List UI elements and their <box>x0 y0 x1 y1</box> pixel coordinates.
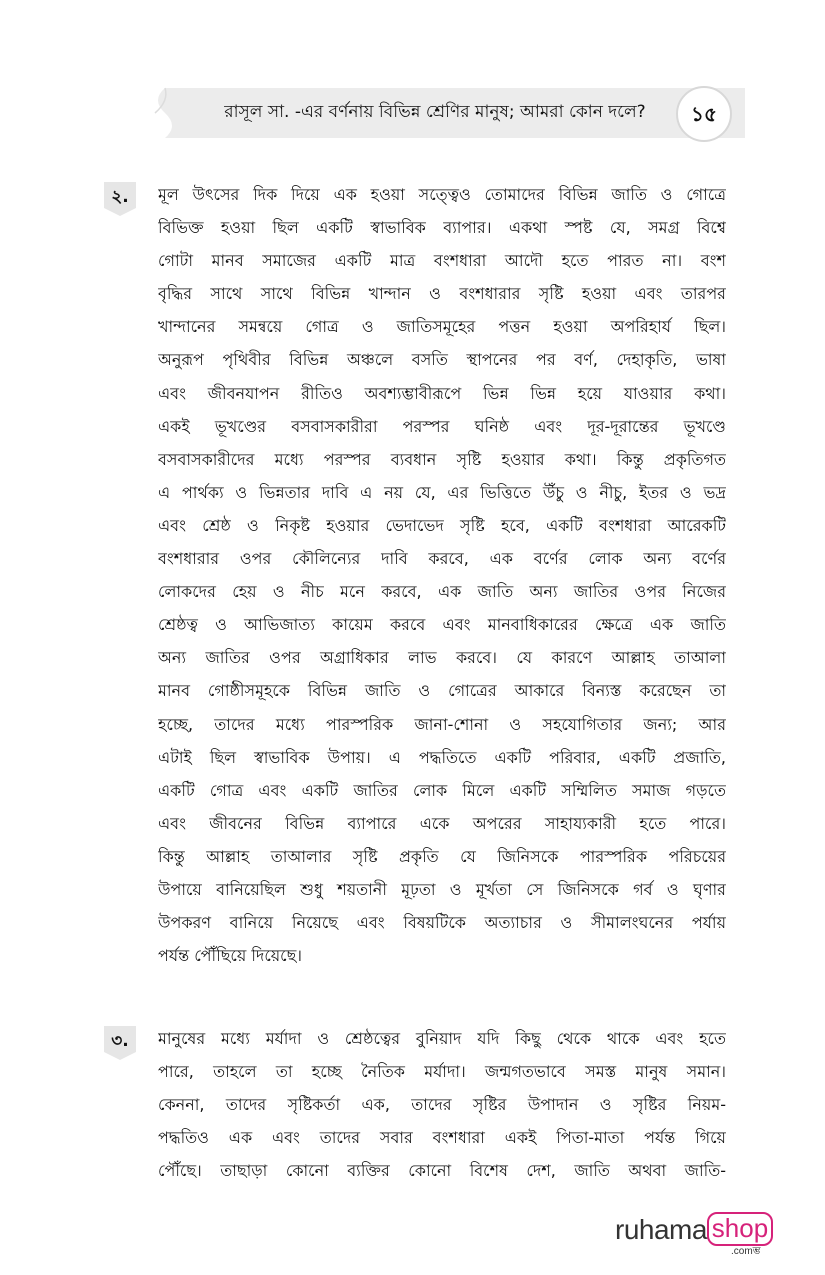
text-line: বৃদ্ধির সাথে সাথে বিভিন্ন খান্দান ও বংশধারার সৃষ্টি হওয়া এবং তারপর <box>158 284 726 304</box>
text-line: হচ্ছে, তাদের মধ্যে পারস্পরিক জানা-শোনা ও সহযোগিতার জন্য; আর <box>158 714 726 734</box>
text-line: পর্যন্ত পৌঁছিয়ে দিয়েছে। <box>158 946 303 966</box>
item-number: ২. <box>111 187 129 207</box>
text-line: শ্রেষ্ঠত্ব ও আভিজাত্য কায়েম করবে এবং মানবাধিকারের ক্ষেত্রে এক জাতি <box>158 615 726 635</box>
text-line: এবং শ্রেষ্ঠ ও নিকৃষ্ট হওয়ার ভেদাভেদ সৃষ্টি হবে, একটি বংশধারা আরেকটি <box>158 515 726 535</box>
text-line: লোকদের হেয় ও নীচ মনে করবে, এক জাতি অন্য জাতির ওপর নিজের <box>158 582 726 602</box>
text-line: অনুরূপ পৃথিবীর বিভিন্ন অঞ্চলে বসতি স্থাপনের পর বর্ণ, দেহাকৃতি, ভাষা <box>158 350 726 370</box>
text-line: উপকরণ বানিয়ে নিয়েছে এবং বিষয়টিকে অত্যাচার ও সীমালংঘনের পর্যায় <box>158 913 726 933</box>
item-number: ৩. <box>111 1031 129 1051</box>
text-line: মূল উৎসের দিক দিয়ে এক হওয়া সত্ত্বেও তোমাদের বিভিন্ন জাতি ও গোত্রে <box>158 185 726 204</box>
logo-shop-badge: shop <box>707 1212 773 1246</box>
logo-brand-text: ruhama <box>615 1214 707 1245</box>
text-line: এবং জীবনের বিভিন্ন ব্যাপারে একে অপরের সাহায্যকারী হতে পারে। <box>158 813 726 833</box>
text-line: পারে, তাহলে তা হচ্ছে নৈতিক মর্যাদা। জন্মগতভাবে সমস্ত মানুষ সমান। <box>158 1062 726 1082</box>
text-line: খান্দানের সমন্বয়ে গোত্র ও জাতিসমূহের পত্তন হওয়া অপরিহার্য ছিল। <box>158 317 726 337</box>
text-line: বংশধারার ওপর কৌলিন্যের দাবি করবে, এক বর্ণের লোক অন্য বর্ণের <box>158 549 726 569</box>
running-title: রাসূল সা. -এর বর্ণনায় বিভিন্ন শ্রেণির মানুষ; আমরা কোন দলে? <box>224 102 646 122</box>
text-line: অন্য জাতির ওপর অগ্রাধিকার লাভ করবে। যে কারণে আল্লাহ তাআলা <box>158 648 726 668</box>
text-line: কিন্তু আল্লাহ তাআলার সৃষ্টি প্রকৃতি যে জিনিসকে পারস্পরিক পরিচয়ের <box>158 846 726 866</box>
text-line: মানব গোষ্ঠীসমূহকে বিভিন্ন জাতি ও গোত্রের আকারে বিন্যস্ত করেছেন তা <box>158 681 726 701</box>
paragraph <box>158 1022 726 1187</box>
text-line: একই ভূখণ্ডের বসবাসকারীরা পরস্পর ঘনিষ্ঠ এবং দূর-দূরান্তের ভূখণ্ডে <box>158 416 726 436</box>
text-line: পৌঁছে। তাছাড়া কোনো ব্যক্তির কোনো বিশেষ দেশ, জাতি অথবা জাতি- <box>158 1161 726 1181</box>
text-line: এটাই ছিল স্বাভাবিক উপায়। এ পদ্ধতিতে একটি পরিবার, একটি প্রজাতি, <box>158 747 726 767</box>
text-line: এ পার্থক্য ও ভিন্নতার দাবি এ নয় যে, এর ভিত্তিতে উঁচু ও নীচু, ইতর ও ভদ্র <box>158 482 726 502</box>
text-line: উপায়ে বানিয়েছিল শুধু শয়তানী মূঢ়তা ও মূর্খতা সে জিনিসকে গর্ব ও ঘৃণার <box>158 879 726 899</box>
item-number-badge <box>100 1022 140 1062</box>
text-line: বসবাসকারীদের মধ্যে পরস্পর ব্যবধান সৃষ্টি হওয়ার কথা। কিন্তু প্রকৃতিগত <box>158 449 726 469</box>
logo-suffix: .comম্ভ <box>731 1246 761 1257</box>
text-line: গোটা মানব সমাজের একটি মাত্র বংশধারা আদৌ হতে পারত না। বংশ <box>158 251 726 271</box>
text-line: বিভিক্ত হওয়া ছিল একটি স্বাভাবিক ব্যাপার। একথা স্পষ্ট যে, সমগ্র বিশ্বে <box>158 218 726 238</box>
item-number-badge <box>100 178 140 218</box>
ruhamashop-logo <box>615 1212 775 1258</box>
text-line: মানুষের মধ্যে মর্যাদা ও শ্রেষ্ঠত্বের বুনিয়াদ যদি কিছু থেকে থাকে এবং হতে <box>158 1029 726 1048</box>
text-line: একটি গোত্র এবং একটি জাতির লোক মিলে একটি সম্মিলিত সমাজ গড়তে <box>158 780 726 800</box>
page-number: ১৫ <box>676 86 732 142</box>
text-line: এবং জীবনযাপন রীতিও অবশ্যম্ভাবীরূপে ভিন্ন ভিন্ন হয়ে যাওয়ার কথা। <box>158 383 726 403</box>
text-line: কেননা, তাদের সৃষ্টিকর্তা এক, তাদের সৃষ্টির উপাদান ও সৃষ্টির নিয়ম- <box>158 1095 726 1115</box>
text-line: পদ্ধতিও এক এবং তাদের সবার বংশধারা একই পিতা-মাতা পর্যন্ত গিয়ে <box>158 1128 726 1148</box>
paragraph <box>158 178 726 972</box>
